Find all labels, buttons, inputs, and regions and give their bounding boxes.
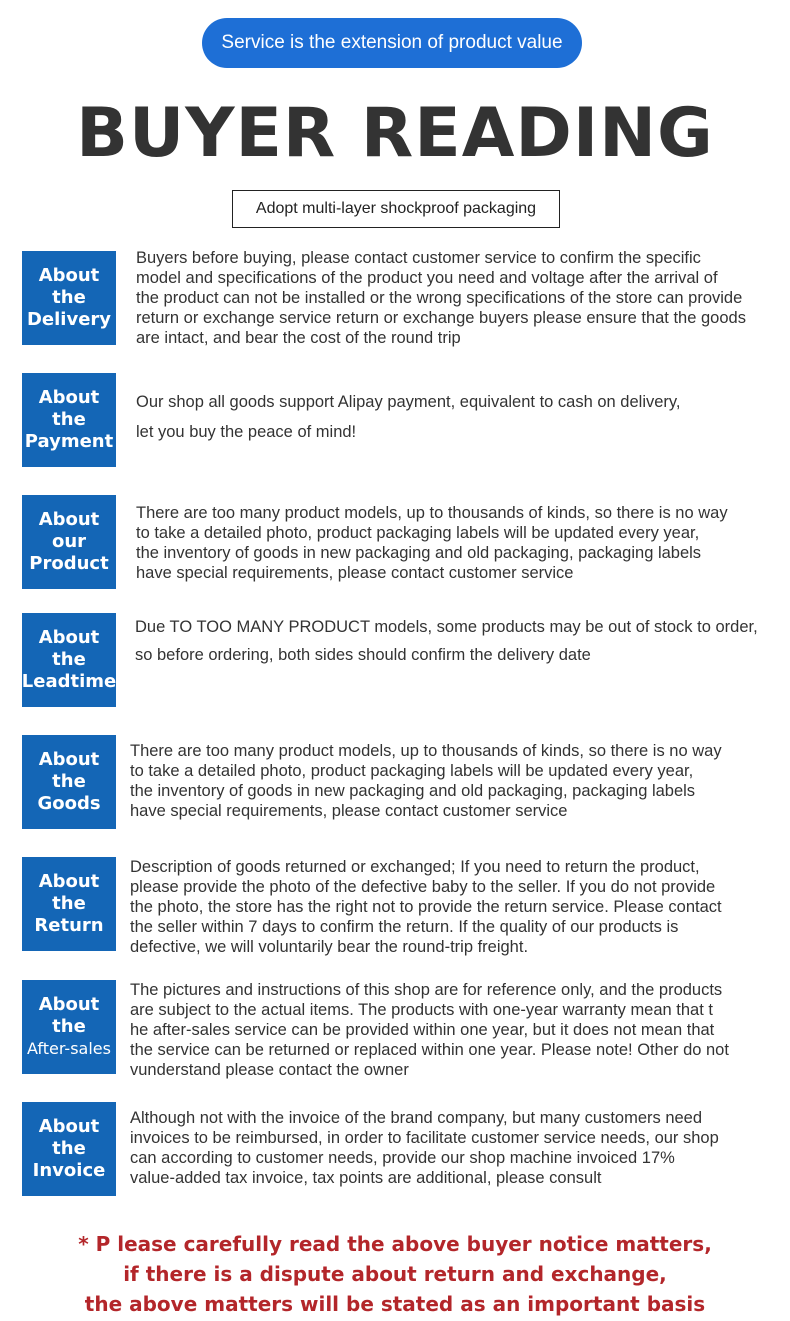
label-line: the [52, 1016, 86, 1037]
text-line: model and specifications of the product you need and voltage after the arrival of [136, 269, 718, 287]
label-line: the [52, 409, 86, 430]
section-label-after-sales [22, 980, 116, 1074]
section-text-leadtime [135, 613, 758, 669]
text-line: to take a detailed photo, product packaging labels will be updated every year, [136, 524, 700, 542]
label-line: About [38, 1116, 100, 1137]
page-title: BUYER READING [76, 94, 714, 173]
text-line: can according to customer needs, provide our shop machine invoiced 17% [130, 1149, 675, 1167]
text-line: are intact, and bear the cost of the round trip [136, 329, 461, 347]
notice-line: * P lease carefully read the above buyer notice matters, [78, 1232, 712, 1256]
label-line: About [38, 994, 100, 1015]
text-line: the inventory of goods in new packaging and old packaging, packaging labels [130, 782, 696, 800]
text-line: the photo, the store has the right not to provide the return service. Please contact [130, 898, 722, 916]
section-label-payment [22, 373, 116, 467]
label-line: About [38, 387, 100, 408]
label-line: Delivery [26, 309, 112, 330]
label-line: About [38, 509, 100, 530]
label-line: our [51, 531, 87, 552]
text-line: The pictures and instructions of this shop are for reference only, and the products [130, 981, 723, 999]
notice-line: if there is a dispute about return and exchange, [123, 1262, 667, 1286]
section-label-return [22, 857, 116, 951]
text-line: so before ordering, both sides should confirm the delivery date [135, 646, 591, 664]
label-line: After-sales [27, 1039, 111, 1058]
slogan-text: Service is the extension of product value [221, 32, 563, 53]
label-line: About [38, 265, 100, 286]
section-text-product [136, 503, 728, 583]
section-label-product [22, 495, 116, 589]
label-line: Return [34, 915, 104, 936]
label-line: the [52, 1138, 86, 1159]
text-line: return or exchange service return or exchange buyers please ensure that the goods [136, 309, 746, 327]
label-line: Invoice [32, 1160, 106, 1181]
section-label-goods [22, 735, 116, 829]
text-line: to take a detailed photo, product packaging labels will be updated every year, [130, 762, 694, 780]
text-line: vunderstand please contact the owner [130, 1061, 409, 1079]
text-line: he after-sales service can be provided within one year, but it does not mean that [130, 1021, 715, 1039]
text-line: let you buy the peace of mind! [136, 423, 357, 441]
text-line: There are too many product models, up to thousands of kinds, so there is no way [130, 742, 722, 760]
label-line: the [52, 771, 86, 792]
text-line: have special requirements, please contact customer service [130, 802, 568, 820]
section-text-return [130, 857, 722, 957]
section-label-delivery [22, 251, 116, 345]
label-line: Goods [37, 793, 101, 814]
label-line: About [38, 871, 100, 892]
slogan-pill [202, 18, 582, 68]
section-text-invoice [130, 1108, 719, 1188]
label-line: About [38, 627, 100, 648]
text-line: There are too many product models, up to thousands of kinds, so there is no way [136, 504, 728, 522]
text-line: Description of goods returned or exchanged; If you need to return the product, [130, 858, 700, 876]
important-notice [0, 1229, 790, 1319]
text-line: value-added tax invoice, tax points are additional, please consult [130, 1169, 602, 1187]
text-line: the inventory of goods in new packaging and old packaging, packaging labels [136, 544, 702, 562]
text-line: Buyers before buying, please contact customer service to confirm the specific [136, 249, 701, 267]
text-line: Our shop all goods support Alipay payment, equivalent to cash on delivery, [136, 393, 681, 411]
text-line: the service can be returned or replaced within one year. Please note! Other do not [130, 1041, 729, 1059]
label-line: the [52, 287, 86, 308]
text-line: Although not with the invoice of the brand company, but many customers need [130, 1109, 703, 1127]
text-line: the seller within 7 days to confirm the return. If the quality of our products is [130, 918, 679, 936]
section-text-goods [130, 741, 722, 821]
label-line: the [52, 649, 86, 670]
section-text-payment [136, 387, 681, 447]
text-line: defective, we will voluntarily bear the round-trip freight. [130, 938, 529, 956]
text-line: the product can not be installed or the wrong specifications of the store can provide [136, 289, 743, 307]
text-line: have special requirements, please contact customer service [136, 564, 574, 582]
text-line: invoices to be reimbursed, in order to facilitate customer service needs, our shop [130, 1129, 719, 1147]
subtitle-box [232, 190, 560, 228]
section-label-leadtime [22, 613, 116, 707]
notice-line: the above matters will be stated as an important basis [84, 1292, 706, 1316]
text-line: are subject to the actual items. The products with one-year warranty mean that t [130, 1001, 713, 1019]
section-text-delivery [136, 248, 746, 348]
section-text-after-sales [130, 980, 729, 1080]
label-line: Product [29, 553, 109, 574]
label-line: the [52, 893, 86, 914]
text-line: please provide the photo of the defective baby to the seller. If you do not provide [130, 878, 716, 896]
label-line: Leadtime [21, 671, 117, 692]
subtitle-text: Adopt multi-layer shockproof packaging [255, 200, 537, 217]
label-line: About [38, 749, 100, 770]
section-label-invoice [22, 1102, 116, 1196]
text-line: Due TO TOO MANY PRODUCT models, some products may be out of stock to order, [135, 618, 758, 636]
label-line: Payment [24, 431, 114, 452]
